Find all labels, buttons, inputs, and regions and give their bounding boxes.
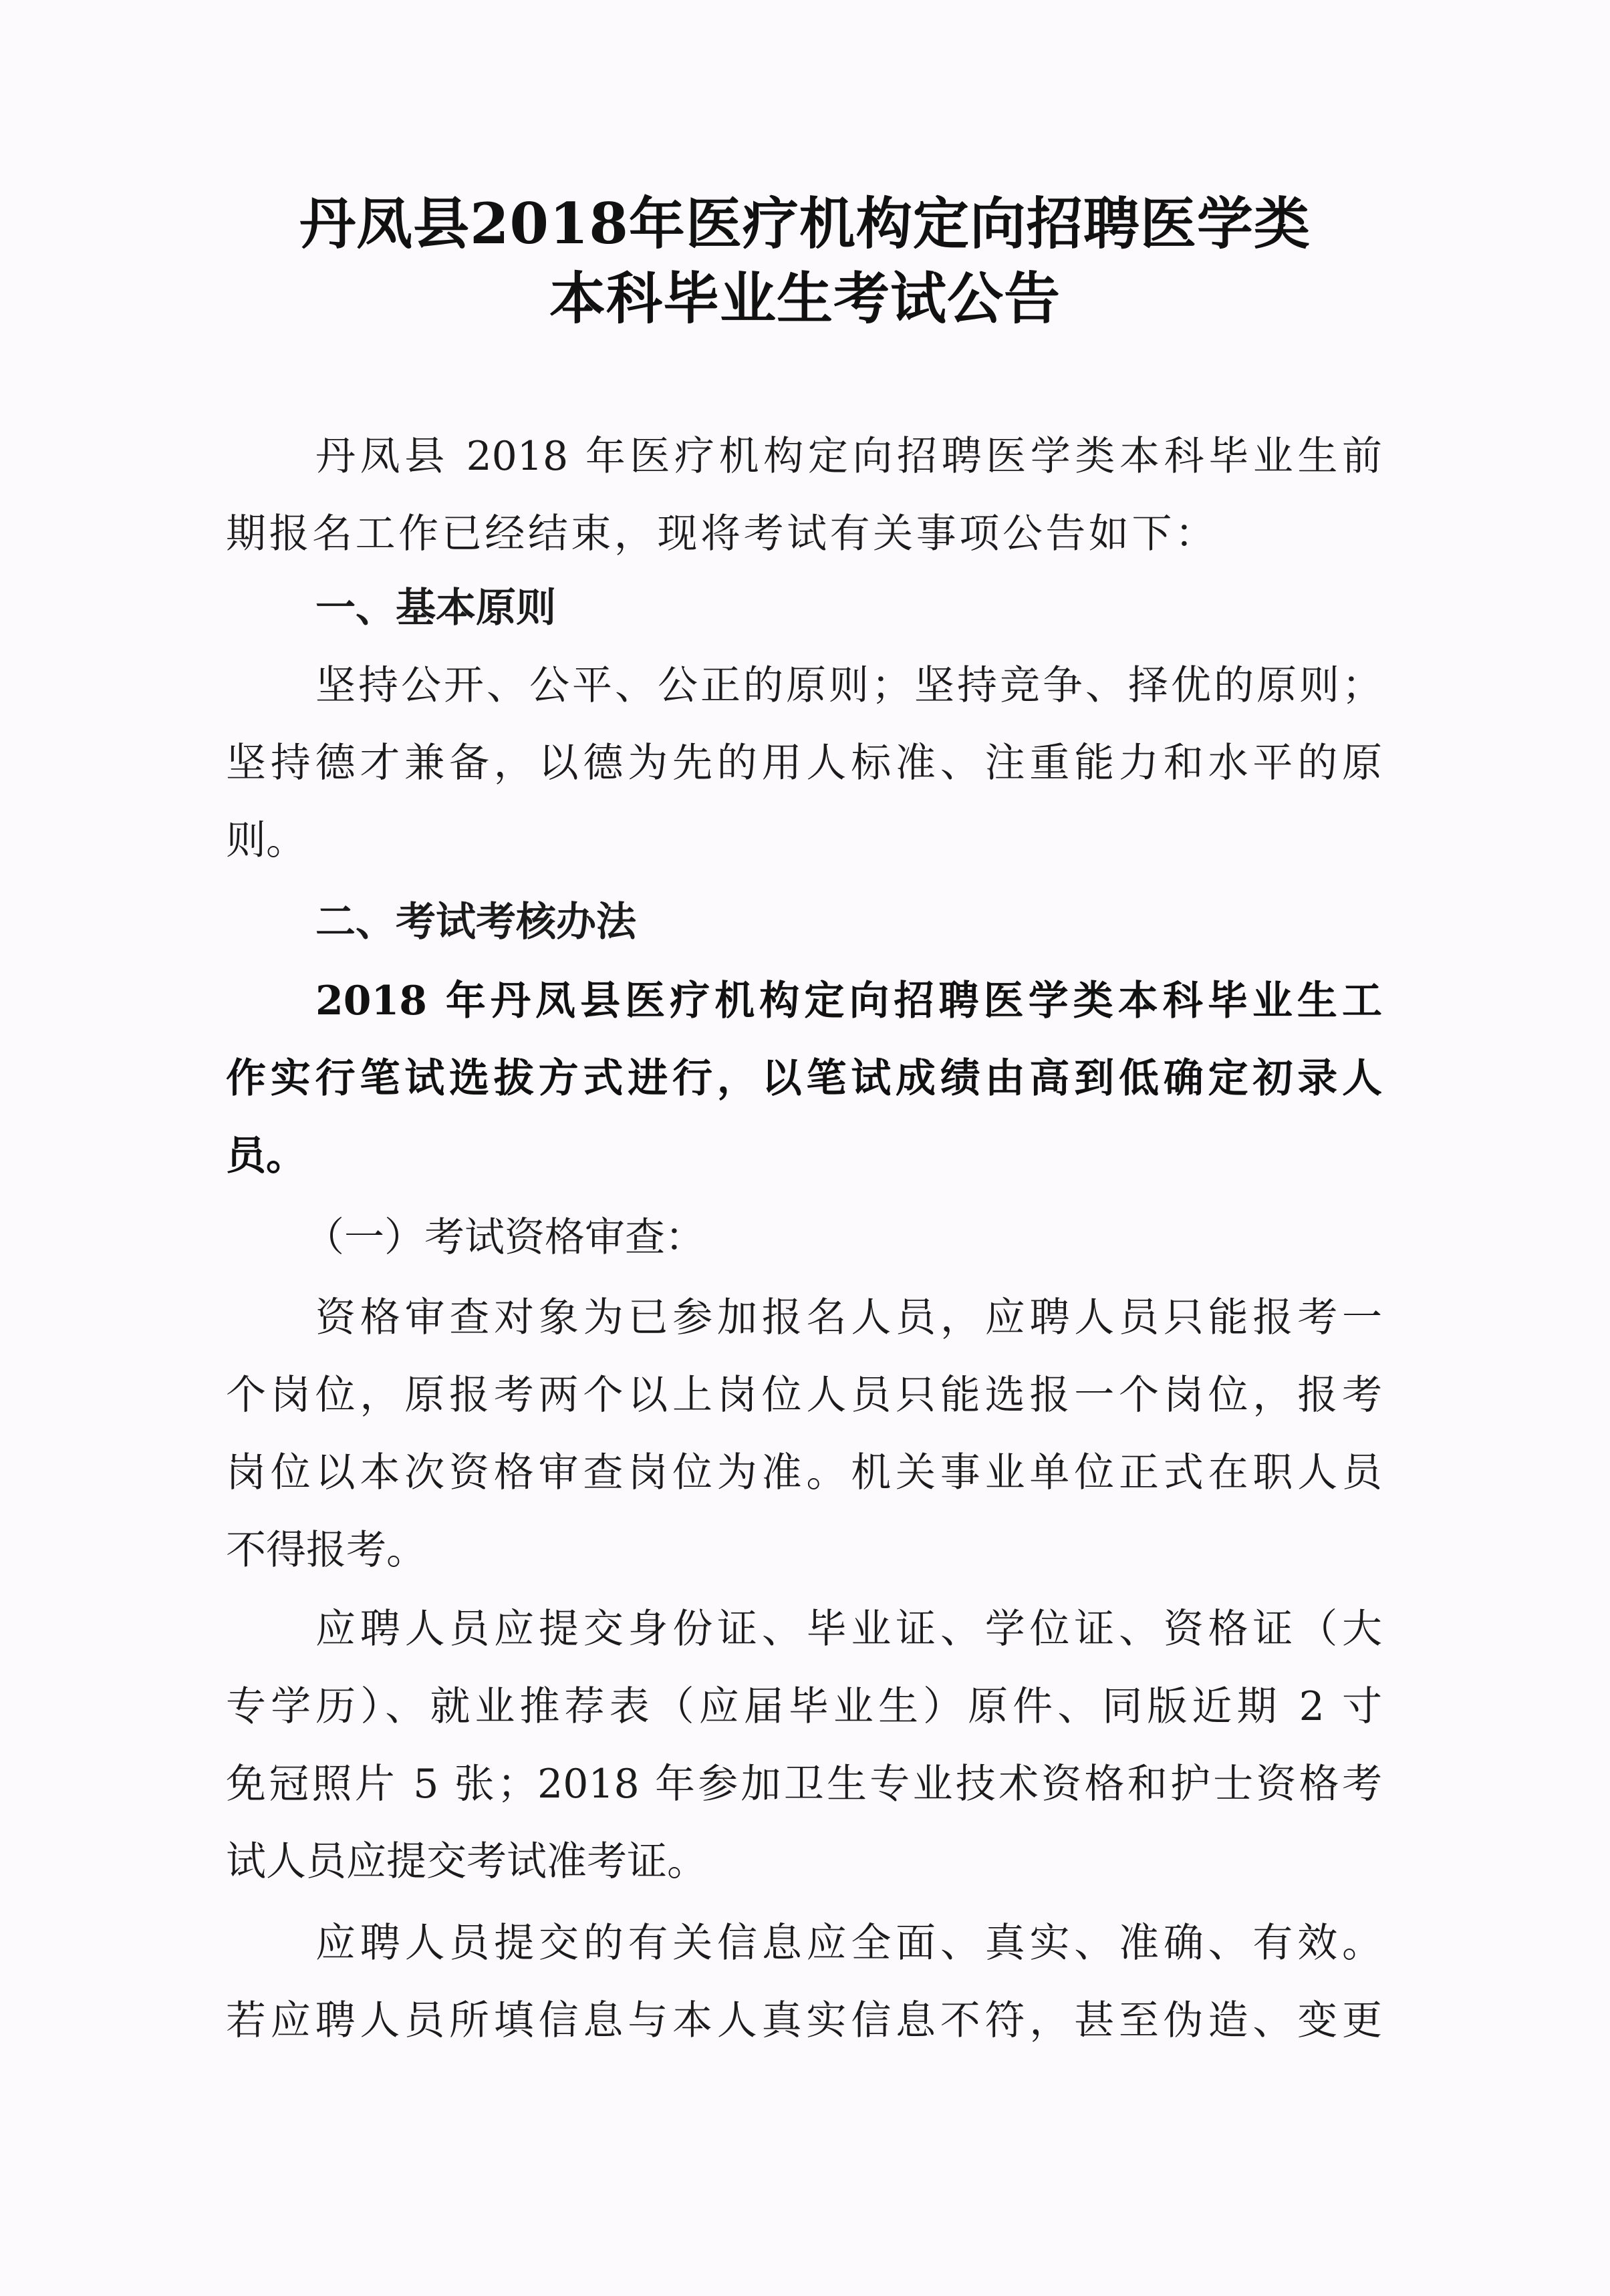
intro-line-1: 丹凤县 2018 年医疗机构定向招聘医学类本科毕业生前 <box>315 433 1382 480</box>
section-2-line-3: 员。 <box>226 1133 306 1179</box>
intro-line-2: 期报名工作已经结束，现将考试有关事项公告如下： <box>226 511 1215 557</box>
info-line-2: 若应聘人员所填信息与本人真实信息不符，甚至伪造、变更 <box>226 1997 1382 2044</box>
subsection-1-heading: （一）考试资格审查： <box>304 1214 705 1261</box>
section-1-line-3: 则。 <box>226 817 306 864</box>
qualification-line-1: 资格审查对象为已参加报名人员，应聘人员只能报考一 <box>315 1294 1382 1341</box>
info-line-1: 应聘人员提交的有关信息应全面、真实、准确、有效。 <box>315 1920 1382 1967</box>
section-1-line-2: 坚持德才兼备，以德为先的用人标准、注重能力和水平的原 <box>226 740 1382 786</box>
title-line-1: 丹凤县2018年医疗机构定向招聘医学类 <box>299 190 1311 257</box>
section-1-heading: 一、基本原则 <box>315 585 556 631</box>
qualification-line-4: 不得报考。 <box>226 1527 426 1574</box>
documents-line-4: 试人员应提交考试准考证。 <box>226 1838 707 1885</box>
qualification-line-2: 个岗位，原报考两个以上岗位人员只能选报一个岗位，报考 <box>226 1372 1382 1419</box>
documents-line-3: 免冠照片 5 张；2018 年参加卫生专业技术资格和护士资格考 <box>226 1761 1382 1808</box>
documents-line-2: 专学历）、就业推荐表（应届毕业生）原件、同版近期 2 寸 <box>226 1683 1382 1730</box>
section-2-line-2: 作实行笔试选拔方式进行，以笔试成绩由高到低确定初录人 <box>226 1055 1382 1102</box>
section-1-line-1: 坚持公开、公平、公正的原则；坚持竞争、择优的原则； <box>315 662 1382 709</box>
section-2-line-1: 2018 年丹凤县医疗机构定向招聘医学类本科毕业生工 <box>315 978 1382 1024</box>
qualification-line-3: 岗位以本次资格审查岗位为准。机关事业单位正式在职人员 <box>226 1449 1382 1496</box>
documents-line-1: 应聘人员应提交身份证、毕业证、学位证、资格证（大 <box>315 1606 1382 1653</box>
title-line-2: 本科毕业生考试公告 <box>549 265 1061 331</box>
section-2-heading: 二、考试考核办法 <box>315 899 636 946</box>
